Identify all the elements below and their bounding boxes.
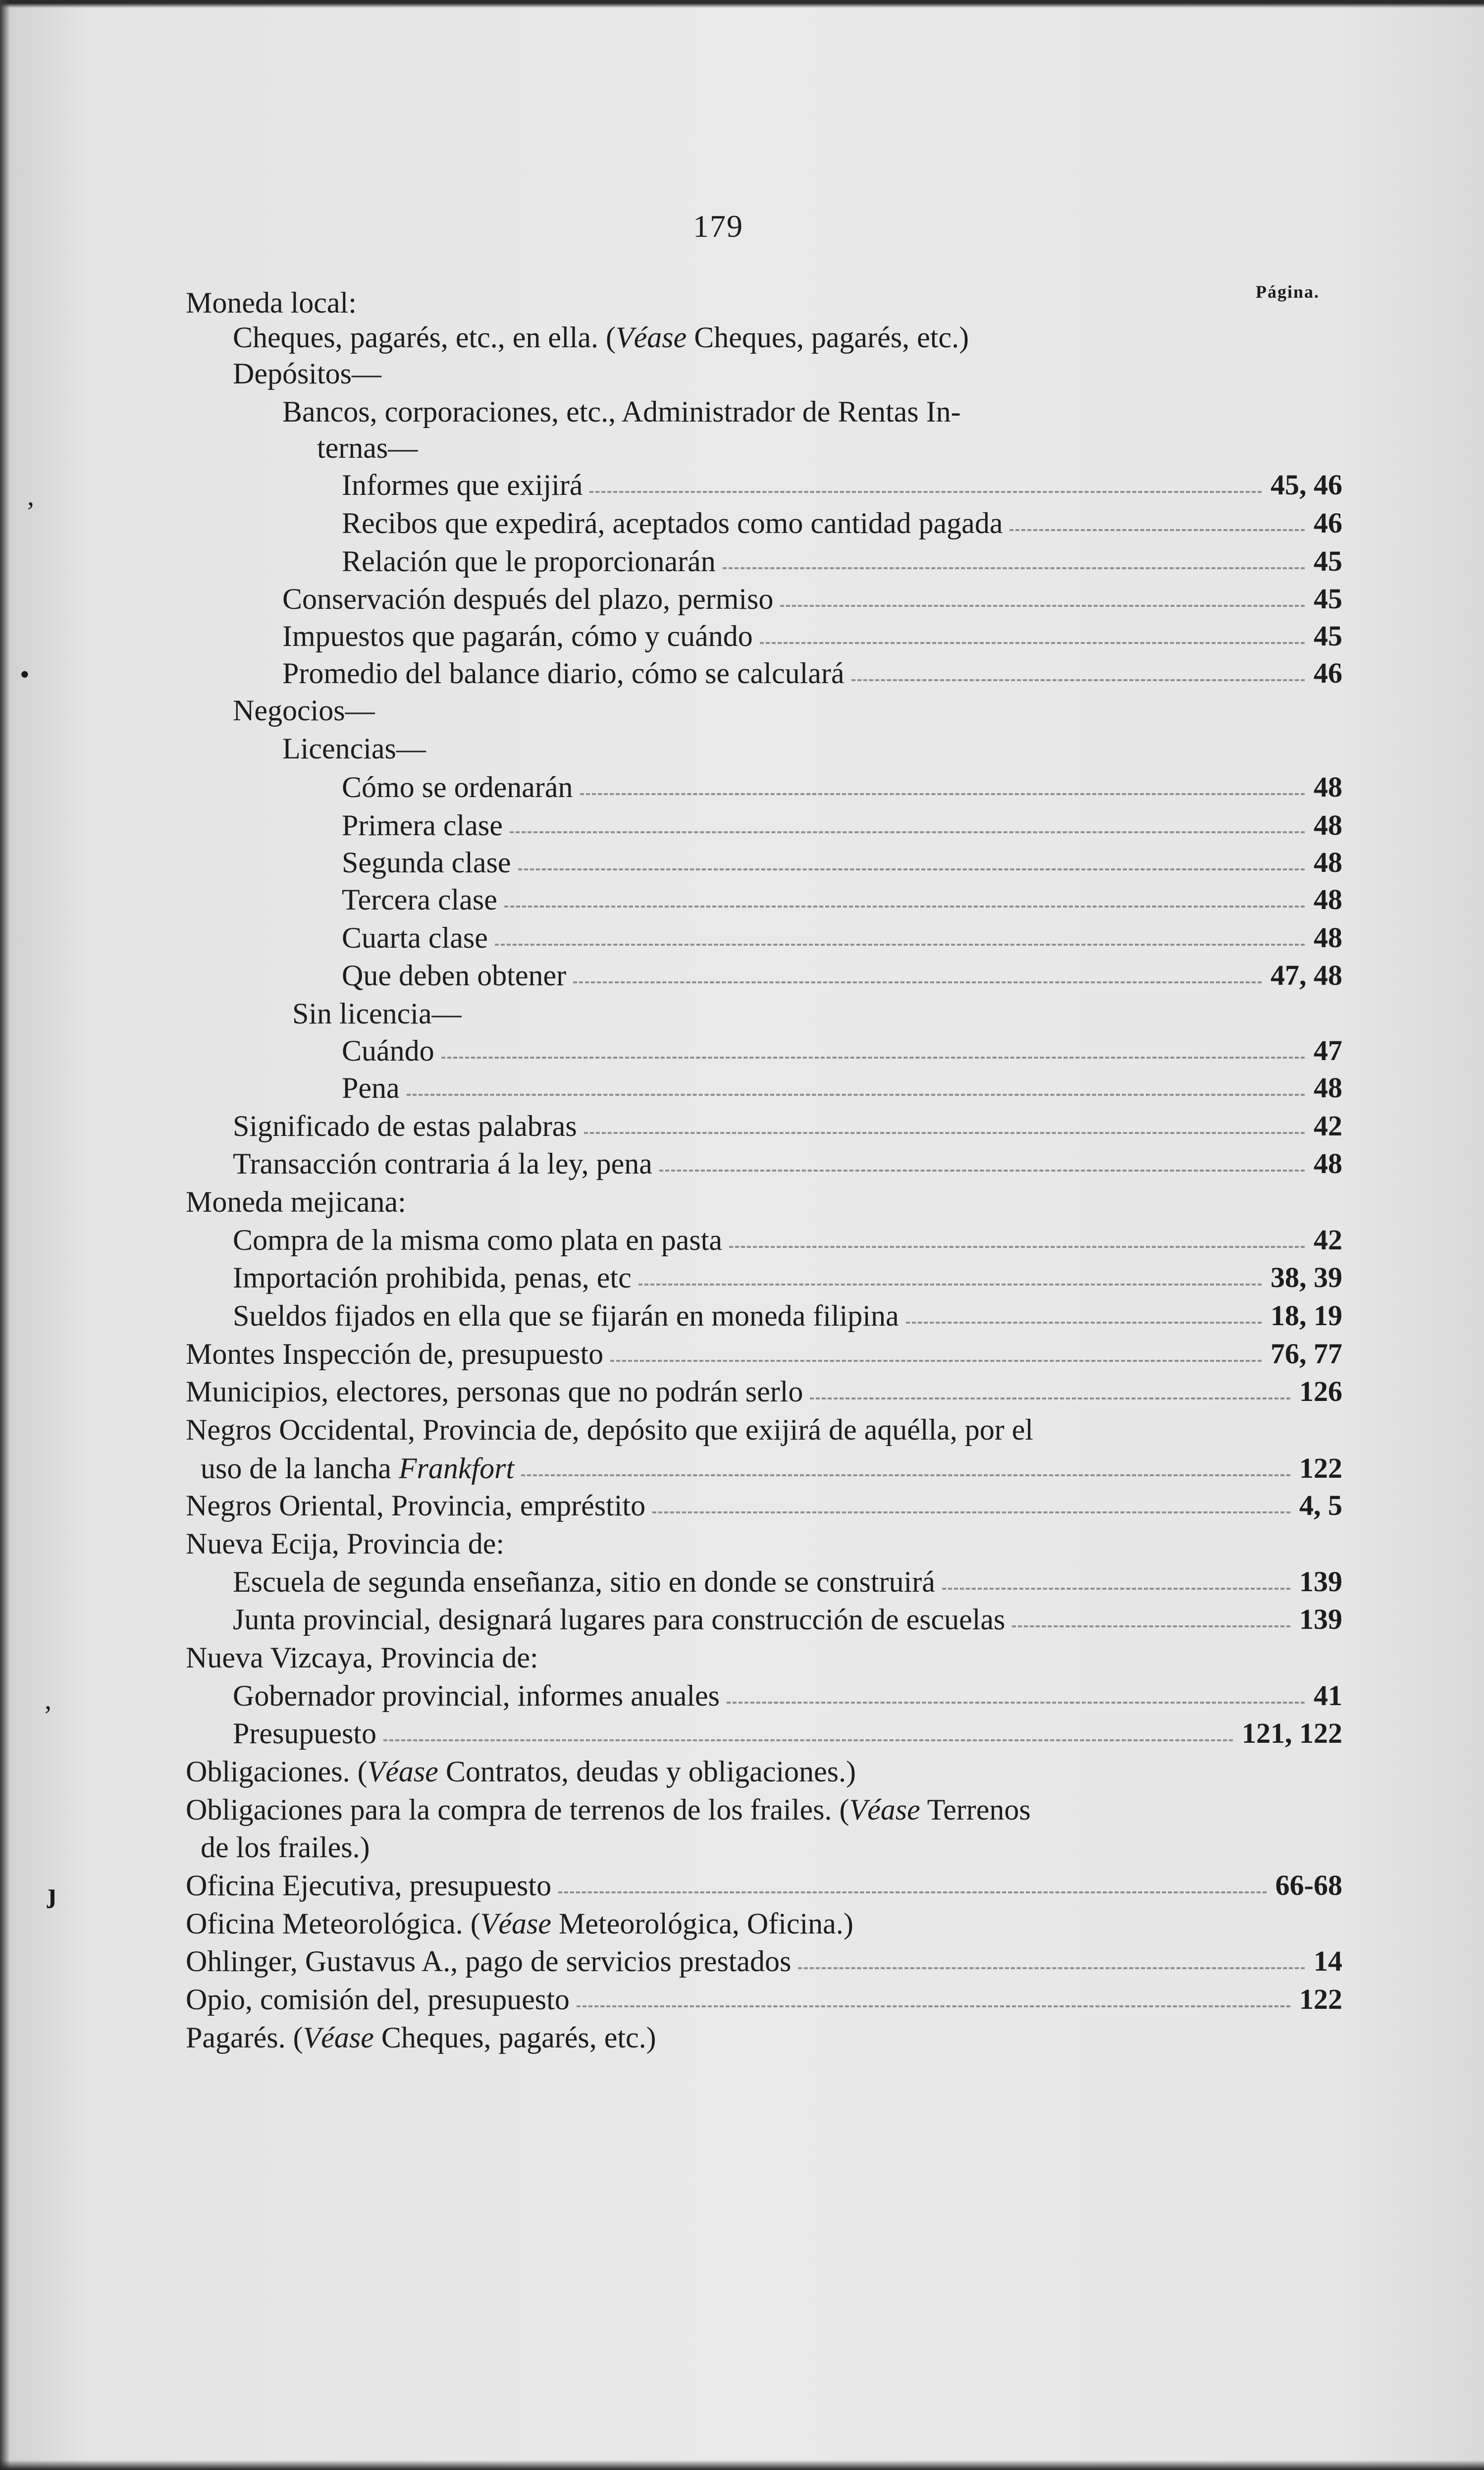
entry-text: Cheques, pagarés, etc., en ella.	[233, 321, 599, 354]
dot-leader	[810, 1397, 1290, 1399]
ref-close: )	[646, 2021, 656, 2054]
entry-text: Segunda clase	[342, 846, 511, 879]
entry-page: 48	[1314, 846, 1342, 878]
dot-leader	[504, 906, 1305, 908]
dot-leader	[610, 1360, 1262, 1362]
index-entry	[282, 581, 1342, 617]
ref-target: Terrenos	[927, 1793, 1031, 1826]
dot-leader	[510, 831, 1305, 833]
page-left-shadow	[0, 0, 10, 2470]
dot-leader	[518, 868, 1305, 870]
entry-page: 48	[1314, 809, 1342, 841]
entry-text: Ohlinger, Gustavus A., pago de servicios prestados	[186, 1945, 792, 1978]
entry-text: Significado de estas palabras	[233, 1110, 577, 1142]
index-entry-crossref	[186, 1754, 856, 1789]
vease-label: Véase	[616, 321, 687, 354]
index-entry-continued	[201, 1450, 1342, 1486]
entry-text-continued: uso de la lancha Frankfort	[201, 1452, 515, 1485]
dot-leader	[659, 1170, 1305, 1172]
entry-page: 46	[1314, 657, 1342, 689]
index-subheading: Bancos, corporaciones, etc., Administrador de Rentas In-	[282, 395, 961, 428]
entry-page: 42	[1314, 1224, 1342, 1256]
index-entry	[233, 1146, 1342, 1181]
dot-leader	[906, 1322, 1262, 1324]
entry-text: Impuestos que pagarán, cómo y cuándo	[282, 620, 753, 652]
dot-leader	[521, 1474, 1290, 1476]
index-entry	[342, 467, 1342, 503]
entry-text: Importación prohibida, penas, etc	[233, 1261, 632, 1294]
entry-text: Pena	[342, 1072, 400, 1104]
entry-text: Opio, comisión del, presupuesto	[186, 1983, 570, 2016]
margin-mark: ȷ	[47, 1878, 56, 1909]
index-entry-crossref	[233, 320, 969, 355]
index-entry	[342, 505, 1342, 541]
dot-leader	[727, 1702, 1305, 1704]
ref-open: (	[839, 1793, 849, 1826]
entry-text: Municipios, electores, personas que no podrán serlo	[186, 1375, 803, 1408]
entry-page: 45, 46	[1271, 469, 1342, 501]
dot-leader	[798, 1967, 1305, 1969]
index-subheading-continued: ternas—	[317, 431, 418, 464]
dot-leader	[441, 1057, 1305, 1059]
dot-leader	[495, 944, 1305, 946]
vease-label: Véase	[849, 1793, 920, 1826]
index-entry	[233, 1564, 1342, 1600]
entry-text: Tercera clase	[342, 883, 497, 916]
entry-page: 48	[1314, 1072, 1342, 1104]
entry-page: 139	[1299, 1603, 1342, 1635]
entry-page: 45	[1314, 620, 1342, 652]
page-bottom-shadow	[0, 2460, 1484, 2470]
dot-leader	[577, 2005, 1290, 2007]
index-entry-crossref	[186, 2020, 656, 2055]
entry-page: 42	[1314, 1110, 1342, 1142]
entry-text: Sueldos fijados en ella que se fijarán en moneda filipina	[233, 1299, 899, 1332]
entry-page: 41	[1314, 1679, 1342, 1712]
dot-leader	[638, 1284, 1262, 1286]
index-subheading: Negocios—	[233, 694, 375, 727]
entry-page: 126	[1299, 1375, 1342, 1407]
entry-page: 48	[1314, 921, 1342, 954]
entry-text: Obligaciones para la compra de terrenos de los frailes.	[186, 1793, 832, 1826]
entry-text: Compra de la misma como plata en pasta	[233, 1224, 723, 1256]
dot-leader	[407, 1094, 1305, 1096]
ref-open: (	[357, 1755, 368, 1788]
ref-open: (	[470, 1907, 480, 1940]
entry-page: 18, 19	[1271, 1299, 1342, 1332]
dot-leader	[580, 793, 1305, 795]
margin-mark: •	[20, 659, 30, 690]
entry-page: 47	[1314, 1034, 1342, 1067]
entry-text: Junta provincial, designará lugares para construcción de escuelas	[233, 1603, 1006, 1636]
entry-page: 76, 77	[1271, 1338, 1342, 1370]
entry-text: Gobernador provincial, informes anuales	[233, 1679, 720, 1712]
entry-page: 38, 39	[1271, 1261, 1342, 1293]
index-entry-crossref	[186, 1906, 853, 1941]
index-entry	[233, 1298, 1342, 1334]
index-heading: Nueva Ecija, Provincia de:	[186, 1527, 505, 1560]
entry-page: 121, 122	[1242, 1717, 1342, 1749]
index-entry	[342, 807, 1342, 843]
entry-text: Cuándo	[342, 1034, 434, 1067]
index-heading: Moneda mejicana:	[186, 1185, 406, 1218]
column-header-pagina: Página.	[1256, 282, 1320, 302]
margin-mark: ,	[45, 1685, 52, 1716]
vease-label: Véase	[303, 2021, 374, 2054]
index-entry	[186, 1336, 1342, 1372]
index-entry	[186, 1488, 1342, 1523]
entry-text: Transacción contraria á la ley, pena	[233, 1147, 652, 1180]
vessel-name: Frankfort	[398, 1452, 515, 1485]
dot-leader	[1009, 529, 1305, 531]
vease-label: Véase	[480, 1907, 552, 1940]
entry-text: Relación que le proporcionarán	[342, 545, 716, 578]
index-entry	[342, 958, 1342, 993]
entry-text: Montes Inspección de, presupuesto	[186, 1338, 604, 1370]
page-top-shadow	[0, 0, 1484, 8]
dot-leader	[780, 605, 1305, 607]
entry-page: 4, 5	[1299, 1489, 1342, 1521]
index-entry	[342, 769, 1342, 805]
index-entry	[342, 882, 1342, 917]
index-entry	[186, 1374, 1342, 1409]
ref-open: (	[293, 2021, 303, 2054]
entry-page: 122	[1299, 1452, 1342, 1484]
entry-page: 14	[1314, 1945, 1342, 1977]
index-entry	[233, 1716, 1342, 1751]
dot-leader	[942, 1588, 1290, 1590]
entry-text: Recibos que expedirá, aceptados como cantidad pagada	[342, 507, 1003, 539]
ref-target: Cheques, pagarés, etc.	[694, 321, 959, 354]
entry-text: Cuarta clase	[342, 921, 488, 954]
dot-leader	[729, 1246, 1305, 1248]
vease-label: Véase	[367, 1755, 438, 1788]
index-entry	[186, 1982, 1342, 2017]
index-entry	[342, 1033, 1342, 1069]
index-entry	[342, 1070, 1342, 1106]
entry-page: 48	[1314, 883, 1342, 915]
margin-mark: ,	[27, 481, 34, 512]
entry-text: Conservación después del plazo, permiso	[282, 583, 774, 615]
dot-leader	[383, 1739, 1233, 1741]
index-entry	[342, 920, 1342, 956]
index-entry	[282, 655, 1342, 691]
index-entry	[282, 618, 1342, 654]
dot-leader	[652, 1511, 1290, 1513]
dot-leader	[573, 981, 1262, 983]
dot-leader	[723, 567, 1305, 569]
dot-leader	[558, 1891, 1267, 1893]
dot-leader	[760, 642, 1305, 644]
entry-text: Primera clase	[342, 809, 503, 842]
page-number: 179	[693, 209, 743, 244]
entry-page: 45	[1314, 545, 1342, 577]
index-heading: Moneda local:	[186, 286, 357, 319]
index-entry	[186, 1868, 1342, 1903]
entry-page: 66-68	[1275, 1869, 1342, 1901]
entry-page: 48	[1314, 771, 1342, 803]
entry-text: Escuela de segunda enseñanza, sitio en donde se construirá	[233, 1565, 935, 1598]
index-subheading: Licencias—	[282, 732, 426, 765]
entry-page: 45	[1314, 583, 1342, 615]
ref-close: )	[843, 1907, 853, 1940]
index-subheading: Depósitos—	[233, 357, 381, 390]
dot-leader	[584, 1132, 1305, 1134]
index-entry-first-line: Negros Occidental, Provincia de, depósito que exijirá de aquélla, por el	[186, 1413, 1034, 1446]
index-entry	[233, 1260, 1342, 1295]
entry-page: 48	[1314, 1147, 1342, 1180]
entry-page: 47, 48	[1271, 959, 1342, 991]
ref-target: Contratos, deudas y obligaciones.	[445, 1755, 847, 1788]
index-entry	[233, 1602, 1342, 1637]
index-entry	[342, 845, 1342, 880]
ref-open: (	[606, 321, 616, 354]
index-entry	[233, 1108, 1342, 1144]
ref-target: Cheques, pagarés, etc.	[381, 2021, 646, 2054]
dot-leader	[589, 491, 1262, 493]
entry-page: 46	[1314, 507, 1342, 539]
entry-page: 122	[1299, 1983, 1342, 2015]
entry-text: Informes que exijirá	[342, 469, 583, 501]
entry-text: Promedio del balance diario, cómo se calculará	[282, 657, 845, 690]
index-subheading: Sin licencia—	[292, 997, 462, 1030]
dot-leader	[1012, 1625, 1290, 1627]
entry-text: Negros Oriental, Provincia, empréstito	[186, 1489, 646, 1522]
ref-target: Meteorológica, Oficina.	[559, 1907, 844, 1940]
entry-text: Presupuesto	[233, 1717, 376, 1750]
index-entry	[233, 1222, 1342, 1258]
entry-text: Que deben obtener	[342, 959, 567, 992]
ref-close: )	[846, 1755, 856, 1788]
dot-leader	[851, 679, 1305, 681]
index-entry-crossref	[186, 1792, 1031, 1827]
index-entry	[233, 1678, 1342, 1714]
entry-text: Pagarés.	[186, 2021, 286, 2054]
index-heading: Nueva Vizcaya, Provincia de:	[186, 1641, 538, 1674]
ref-close: )	[959, 321, 969, 354]
entry-text: Obligaciones.	[186, 1755, 350, 1788]
index-entry-continued: de los frailes.)	[201, 1831, 370, 1864]
entry-text: Cómo se ordenarán	[342, 771, 573, 804]
index-entry	[342, 543, 1342, 579]
entry-text: Oficina Meteorológica.	[186, 1907, 463, 1940]
index-entry	[186, 1943, 1342, 1979]
entry-page: 139	[1299, 1565, 1342, 1598]
entry-text: Oficina Ejecutiva, presupuesto	[186, 1869, 552, 1902]
